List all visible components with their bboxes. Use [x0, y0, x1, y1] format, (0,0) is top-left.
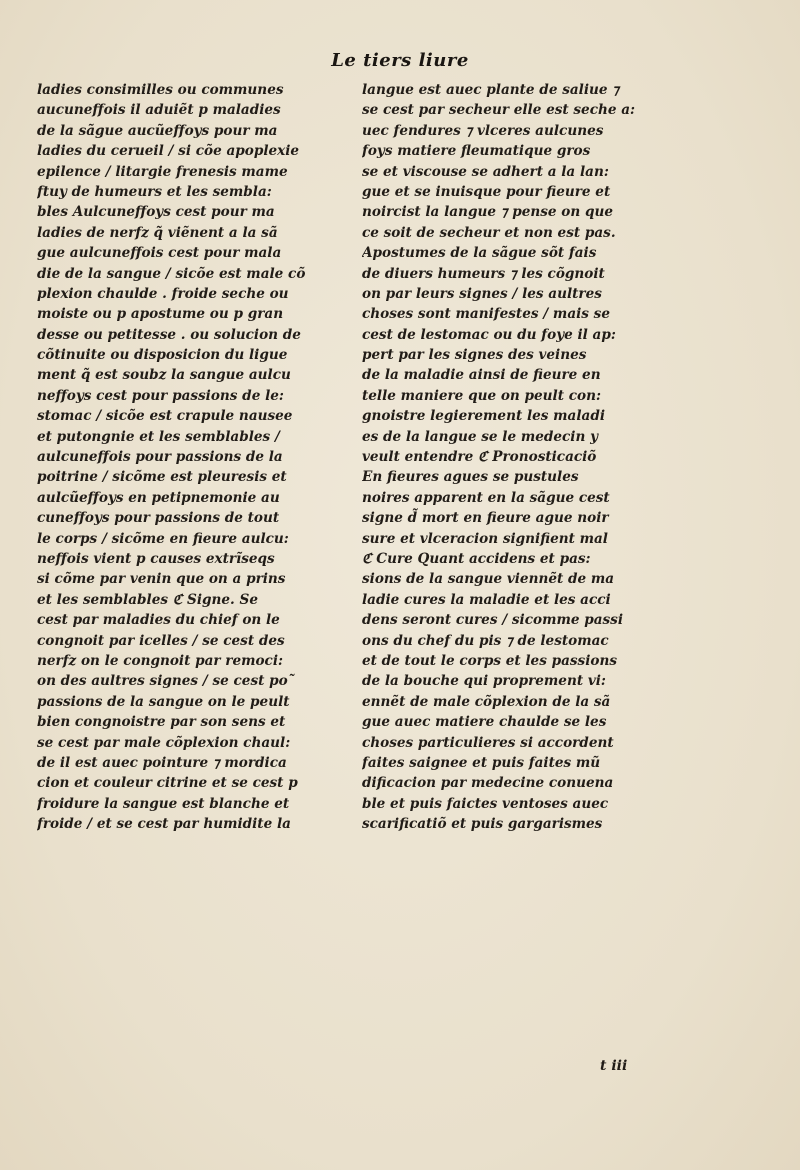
text-line: congnoit par icelles / se cest des [37, 632, 285, 649]
text-line: signe d̃ mort en fieure ague noir [362, 510, 609, 527]
text-line: ce soit de secheur et non est pas. [362, 224, 616, 241]
text-line: cion et couleur citrine et se cest p [37, 775, 298, 792]
text-line: ment q̃ est soubz la sangue aulcu [37, 367, 291, 384]
text-line: En fieures agues se pustules [362, 469, 579, 486]
text-line: on des aultres signes / se cest po˜ [37, 673, 295, 690]
text-line: gue auec matiere chaulde se les [362, 714, 607, 731]
right-text-column [362, 80, 692, 834]
left-text-column [37, 80, 357, 834]
text-line: choses sont manifestes / mais se [362, 306, 610, 323]
text-line: ladies du cerueil / si cõe apoplexie [37, 143, 300, 160]
text-line: telle maniere que on peult con: [362, 387, 601, 404]
text-line: cõtinuite ou disposicion du ligue [37, 347, 288, 364]
text-line: et putongnie et les semblables / [37, 428, 280, 445]
text-line: desse ou petitesse . ou solucion de [37, 326, 301, 343]
text-line: ℭ Cure Quant accidens et pas: [362, 550, 591, 567]
text-line: ladies consimilles ou communes [37, 82, 284, 98]
text-line: noircist la langue ⁊ pense on que [362, 204, 613, 221]
text-line: es de la langue se le medecin y [362, 428, 598, 445]
text-line: froidure la sangue est blanche et [37, 795, 290, 812]
text-line: plexion chaulde . froide seche ou [37, 285, 289, 302]
text-line: ladie cures la maladie et les acci [362, 591, 611, 608]
text-line: de diuers humeurs ⁊ les cõgnoit [362, 265, 605, 282]
text-line: nerfz on le congnoit par remoci: [37, 652, 284, 669]
text-line: choses particulieres si accordent [362, 734, 614, 751]
text-line: de la sãgue aucũeffoys pour ma [37, 122, 278, 139]
text-line: foys matiere fleumatique gros [362, 143, 591, 160]
text-line: ons du chef du pis ⁊ de lestomac [362, 632, 609, 649]
text-line: ennẽt de male cõplexion de la sã [362, 693, 611, 710]
text-line: ble et puis faictes ventoses auec [362, 795, 609, 812]
text-line: uec fendures ⁊ vlceres aulcunes [362, 122, 604, 139]
text-line: et les semblables ℭ Signe. Se [37, 591, 258, 608]
text-line: se cest par male cõplexion chaul: [37, 734, 291, 751]
text-line: neffoys cest pour passions de le: [37, 387, 284, 404]
text-line: on par leurs signes / les aultres [362, 285, 602, 302]
text-line: faites saignee et puis faites mũ [362, 754, 601, 771]
text-line: die de la sangue / sicõe est male cõ [37, 265, 306, 282]
text-line: dens seront cures / sicomme passi [362, 612, 623, 629]
text-line: ftuy de humeurs et les sembla: [37, 183, 272, 200]
text-line: passions de la sangue on le peult [37, 693, 290, 710]
text-line: cest par maladies du chief on le [37, 612, 280, 629]
text-line: poitrine / sicõme est pleuresis et [37, 469, 287, 486]
text-line: pert par les signes des veines [362, 347, 587, 364]
signature-mark: t iii [600, 1058, 628, 1074]
text-line: sure et vlceracion signifient mal [362, 530, 608, 547]
text-line: stomac / sicõe est crapule nausee [37, 408, 293, 425]
text-line: neffois vient p causes extrĩseqs [37, 550, 275, 567]
text-line: de il est auec pointure ⁊ mordica [37, 754, 287, 771]
text-line: et de tout le corps et les passions [362, 652, 617, 669]
text-line: noires apparent en la sãgue cest [362, 489, 610, 506]
text-line: de la bouche qui proprement vi: [362, 673, 606, 690]
text-line: sions de la sangue viennẽt de ma [362, 571, 615, 588]
text-line: langue est auec plante de saliue ⁊ [362, 82, 620, 98]
text-line: cuneffoys pour passions de tout [37, 510, 280, 527]
text-line: moiste ou p apostume ou p gran [37, 306, 284, 323]
text-line: epilence / litargie frenesis mame [37, 163, 288, 180]
text-line: le corps / sicõme en fieure aulcu: [37, 530, 289, 547]
text-line: aulcuneffois pour passions de la [37, 449, 283, 466]
text-line: Apostumes de la sãgue sõt fais [362, 245, 597, 262]
text-line: bles Aulcuneffoys cest pour ma [37, 204, 275, 221]
text-line: ladies de nerfz q̃ viẽnent a la sã [37, 224, 278, 241]
text-line: gue aulcuneffois cest pour mala [37, 245, 282, 262]
text-line: gue et se inuisque pour fieure et [362, 183, 611, 200]
text-line: dificacion par medecine conuena [362, 775, 614, 792]
text-line: veult entendre ℭ Pronosticaciõ [362, 449, 597, 466]
text-line: se cest par secheur elle est seche a: [362, 102, 636, 119]
running-head: Le tiers liure [331, 50, 469, 71]
text-line: bien congnoistre par son sens et [37, 714, 286, 731]
text-line: scarificatiõ et puis gargarismes [362, 816, 603, 833]
text-line: aucuneffois il aduiẽt p maladies [37, 102, 281, 119]
text-line: de la maladie ainsi de fieure en [362, 367, 601, 384]
text-line: si cõme par venin que on a prins [37, 571, 286, 588]
text-line: froide / et se cest par humidite la [37, 816, 291, 833]
text-line: se et viscouse se adhert a la lan: [362, 163, 609, 180]
text-line: aulcũeffoys en petipnemonie au [37, 489, 280, 506]
text-line: gnoistre legierement les maladi [362, 408, 605, 425]
text-line: cest de lestomac ou du foye il ap: [362, 326, 616, 343]
